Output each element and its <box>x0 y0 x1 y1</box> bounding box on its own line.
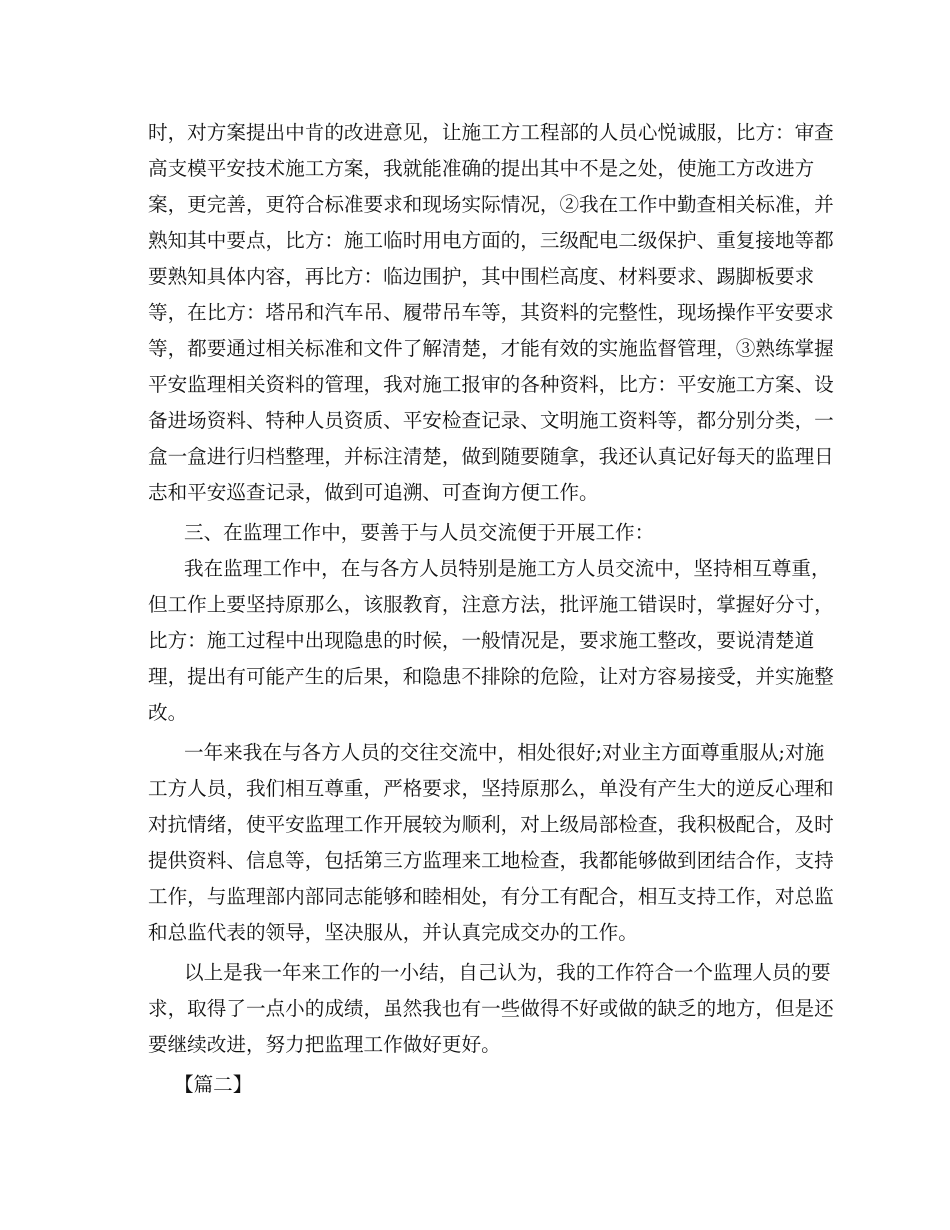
paragraph-line: 工作，与监理部内部同志能够和睦相处，有分工有配合，相互支持工作，对总监 <box>148 885 834 908</box>
paragraph-line: 高支模平安技术施工方案，我就能准确的提出其中不是之处，使施工方改进方 <box>148 157 815 180</box>
paragraph-line: 对抗情绪，使平安监理工作开展较为顺利，对上级局部检查，我积极配合，及时 <box>148 813 834 836</box>
paragraph-line: 提供资料、信息等，包括第三方监理来工地检查，我都能够做到团结合作，支持 <box>148 849 834 872</box>
paragraph-line: 改。 <box>148 701 188 724</box>
paragraph-line: 志和平安巡查记录，做到可追溯、可查询方便工作。 <box>148 481 599 504</box>
paragraph-line: 时，对方案提出中肯的改进意见，让施工方工程部的人员心悦诚服，比方：审查 <box>148 121 834 144</box>
paragraph-line: 平安监理相关资料的管理，我对施工报审的各种资料，比方：平安施工方案、设 <box>148 373 834 396</box>
paragraph-line: 比方：施工过程中出现隐患的时候，一般情况是，要求施工整改，要说清楚道 <box>148 629 815 652</box>
paragraph-line: 熟知其中要点，比方：施工临时用电方面的，三级配电二级保护、重复接地等都 <box>148 229 834 252</box>
paragraph-line: 工方人员，我们相互尊重，严格要求，坚持原那么，单没有产生大的逆反心理和 <box>148 777 834 800</box>
paragraph-line: 理，提出有可能产生的后果，和隐患不排除的危险，让对方容易接受，并实施整 <box>148 665 834 688</box>
paragraph-line: 要继续改进，努力把监理工作做好更好。 <box>148 1033 501 1056</box>
paragraph-line: 案，更完善，更符合标准要求和现场实际情况，②我在工作中勤查相关标准，并 <box>148 193 834 216</box>
paragraph-line: 以上是我一年来工作的一小结，自己认为，我的工作符合一个监理人员的要 <box>184 961 831 984</box>
paragraph-line: 求，取得了一点小的成绩，虽然我也有一些做得不好或做的缺乏的地方，但是还 <box>148 997 834 1020</box>
paragraph-line: 要熟知具体内容，再比方：临边围护，其中围栏高度、材料要求、踢脚板要求 <box>148 265 815 288</box>
paragraph-line: 一年来我在与各方人员的交往交流中，相处很好;对业主方面尊重服从;对施 <box>184 741 825 764</box>
paragraph-line: 盒一盒进行归档整理，并标注清楚，做到随要随拿，我还认真记好每天的监理日 <box>148 445 834 468</box>
paragraph-line: 等，都要通过相关标准和文件了解清楚，才能有效的实施监督管理，③熟练掌握 <box>148 337 834 360</box>
paragraph-line: 和总监代表的领导，坚决服从，并认真完成交办的工作。 <box>148 921 638 944</box>
paragraph-line: 我在监理工作中，在与各方人员特别是施工方人员交流中，坚持相互尊重， <box>184 557 831 580</box>
paragraph-line: 但工作上要坚持原那么，该服教育，注意方法，批评施工错误时，掌握好分寸， <box>148 593 834 616</box>
section-title: 【篇二】 <box>174 1073 253 1096</box>
paragraph-line: 备进场资料、特种人员资质、平安检查记录、文明施工资料等，都分别分类，一 <box>148 409 834 432</box>
section-heading: 三、在监理工作中，要善于与人员交流便于开展工作： <box>184 521 655 544</box>
paragraph-line: 等，在比方：塔吊和汽车吊、履带吊车等，其资料的完整性，现场操作平安要求 <box>148 301 834 324</box>
